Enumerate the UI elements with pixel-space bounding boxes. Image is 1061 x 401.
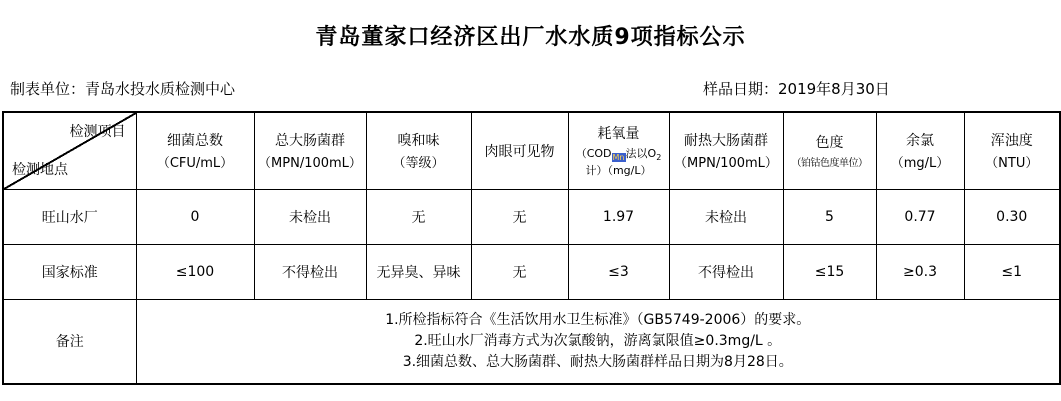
- value-cell: 未检出: [669, 189, 783, 244]
- corner-header-cell: [3, 112, 136, 189]
- value-cell: 未检出: [254, 189, 366, 244]
- table-row-national-standard: [3, 244, 1060, 299]
- value-cell: 0.30: [964, 189, 1060, 244]
- table-row-plant: [3, 189, 1060, 244]
- row-label: 国家标准: [3, 244, 136, 299]
- header-row: [3, 112, 1060, 189]
- value-cell: ≥0.3: [876, 244, 964, 299]
- remarks-content: [136, 299, 1060, 384]
- column-header-turbidity: 浑浊度 （NTU）: [964, 112, 1060, 189]
- value-cell: 0.77: [876, 189, 964, 244]
- value-cell: 不得检出: [669, 244, 783, 299]
- value-cell: 无: [471, 244, 568, 299]
- value-cell: 0: [136, 189, 254, 244]
- water-quality-table: [2, 111, 1061, 385]
- value-cell: ≤15: [783, 244, 876, 299]
- page-title: 青岛董家口经济区出厂水水质9项指标公示: [315, 25, 746, 50]
- value-cell: ≤1: [964, 244, 1060, 299]
- value-cell: 无: [471, 189, 568, 244]
- remark-line: 3.细菌总数、总大肠菌群、耐热大肠菌群样品日期为8月28日。: [402, 353, 793, 370]
- value-cell: ≤100: [136, 244, 254, 299]
- value-cell: 无异臭、异味: [366, 244, 471, 299]
- remarks-row: [3, 299, 1060, 384]
- column-header-visible-matter: 肉眼可见物: [471, 112, 568, 189]
- prepared-by-text: 制表单位：青岛水投水质检测中心: [10, 80, 236, 98]
- column-header-chromaticity: 色度 （铂钴色度单位）: [783, 112, 876, 189]
- value-cell: 不得检出: [254, 244, 366, 299]
- column-header-thermotolerant-coliform: 耐热大肠菌群 （MPN/100mL）: [669, 112, 783, 189]
- sample-date-text: 样品日期：2019年8月30日: [703, 80, 890, 98]
- column-header-total-coliform: 总大肠菌群 （MPN/100mL）: [254, 112, 366, 189]
- column-header-odor-taste: 嗅和味 （等级）: [366, 112, 471, 189]
- column-header-oxygen-consumption: 耗氧量 （$COD_{Mn}$法以$O_2$计）（mg/L）: [568, 112, 669, 189]
- column-header-residual-chlorine: 余氯 （mg/L）: [876, 112, 964, 189]
- value-cell: 5: [783, 189, 876, 244]
- row-label: 旺山水厂: [3, 189, 136, 244]
- value-cell: ≤3: [568, 244, 669, 299]
- remark-line: 1.所检指标符合《生活饮用水卫生标准》（GB5749-2006）的要求。: [385, 311, 811, 328]
- value-cell: 1.97: [568, 189, 669, 244]
- remark-line: 2.旺山水厂消毒方式为次氯酸钠，游离氯限值≥0.3mg/L 。: [414, 332, 782, 349]
- remarks-label: 备注: [3, 299, 136, 384]
- column-header-bacteria: 细菌总数 （CFU/mL）: [136, 112, 254, 189]
- value-cell: 无: [366, 189, 471, 244]
- corner-label-location: 检测地点: [12, 161, 68, 178]
- corner-label-items: 检测项目: [69, 124, 126, 140]
- cod-mn-subscript: Mn: [612, 153, 625, 163]
